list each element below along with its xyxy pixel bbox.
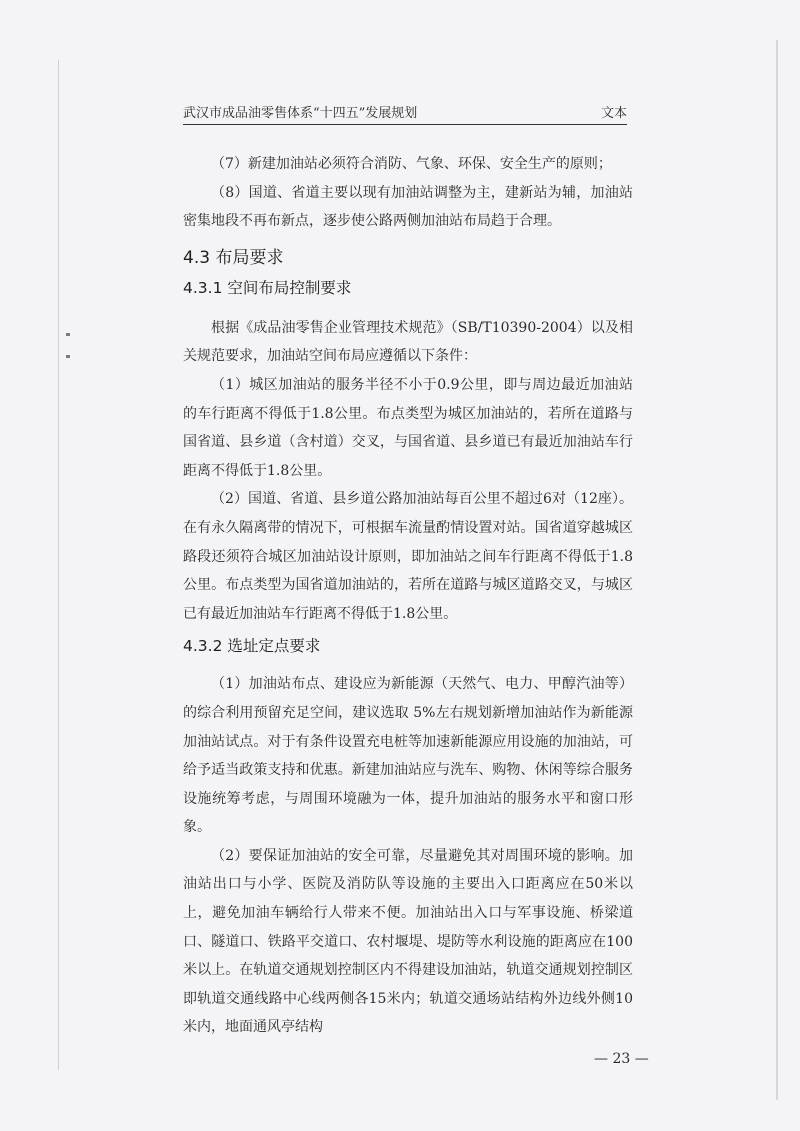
document-body xyxy=(183,150,633,1042)
scan-edge-right xyxy=(776,40,778,1100)
paragraph-spatial-item-1: （1）城区加油站的服务半径不小于0.9公里，即与周边最近加油站的车行距离不得低于1.8公里。布点类型为城区加油站的，若所在道路与国省道、县乡道（含村道）交叉，与国省道、县乡道已有最近加油站车行距离不得低于1.8公里。 xyxy=(183,376,633,479)
page-header xyxy=(183,106,627,125)
paragraph-siting-item-1: （1）加油站布点、建设应为新能源（天然气、电力、甲醇汽油等）的综合利用预留充足空间，建议选取 5%左右规划新增加油站作为新能源加油站试点。对于有条件设置充电桩等加速新能源应用设施的加油站，可给予适当政策支持和优惠。新建加油站应与洗车、购物、休闲等综合服务设施统筹考虑，与周围环境融为一体，提升加油站的服务水平和窗口形象。 xyxy=(183,676,633,836)
paragraph-item-7: （7）新建加油站必须符合消防、气象、环保、安全生产的原则； xyxy=(211,156,612,172)
header-title: 武汉市成品油零售体系“十四五”发展规划 xyxy=(183,106,418,121)
section-heading-4-3-1: 4.3.1 空间布局控制要求 xyxy=(183,278,352,297)
scan-edge-left xyxy=(58,60,59,1070)
section-heading-4-3: 4.3 布局要求 xyxy=(183,247,284,268)
paragraph-item-8: （8）国道、省道主要以现有加油站调整为主，建新站为辅，加油站密集地段不再布新点，逐步使公路两侧加油站布局趋于合理。 xyxy=(183,184,633,230)
section-heading-4-3-2: 4.3.2 选址定点要求 xyxy=(183,637,321,656)
header-label: 文本 xyxy=(600,106,627,121)
paragraph-spatial-item-2: （2）国道、省道、县乡道公路加油站每百公里不超过6对（12座）。在有永久隔离带的情况下，可根据车流量酌情设置对站。国省道穿越城区路段还须符合城区加油站设计原则，即加油站之间车行距离不得低于1.8公里。布点类型为国省道加油站的，若所在道路与城区道路交叉，与城区已有最近加油站车行距离不得低于1.8公里。 xyxy=(183,491,633,622)
margin-mark xyxy=(66,355,70,358)
paragraph-intro: 根据《成品油零售企业管理技术规范》（SB/T10390-2004）以及相关规范要求，加油站空间布局应遵循以下条件： xyxy=(183,319,633,365)
paragraph-siting-item-2: （2）要保证加油站的安全可靠，尽量避免其对周围环境的影响。加油站出口与小学、医院及消防队等设施的主要出入口距离应在50米以上，避免加油车辆给行人带来不便。加油站出入口与军事设施、桥梁道口、隧道口、铁路平交道口、农村堰堤、堤防等水利设施的距离应在100米以上。在轨道交通规划控制区内不得建设加油站，轨道交通规划控制区即轨道交通线路中心线两侧各15米内；轨道交通场站结构外边线外侧10米内，地面通风亭结构 xyxy=(183,847,633,1036)
margin-mark xyxy=(66,333,70,336)
page-number: — 23 — xyxy=(594,1051,649,1067)
